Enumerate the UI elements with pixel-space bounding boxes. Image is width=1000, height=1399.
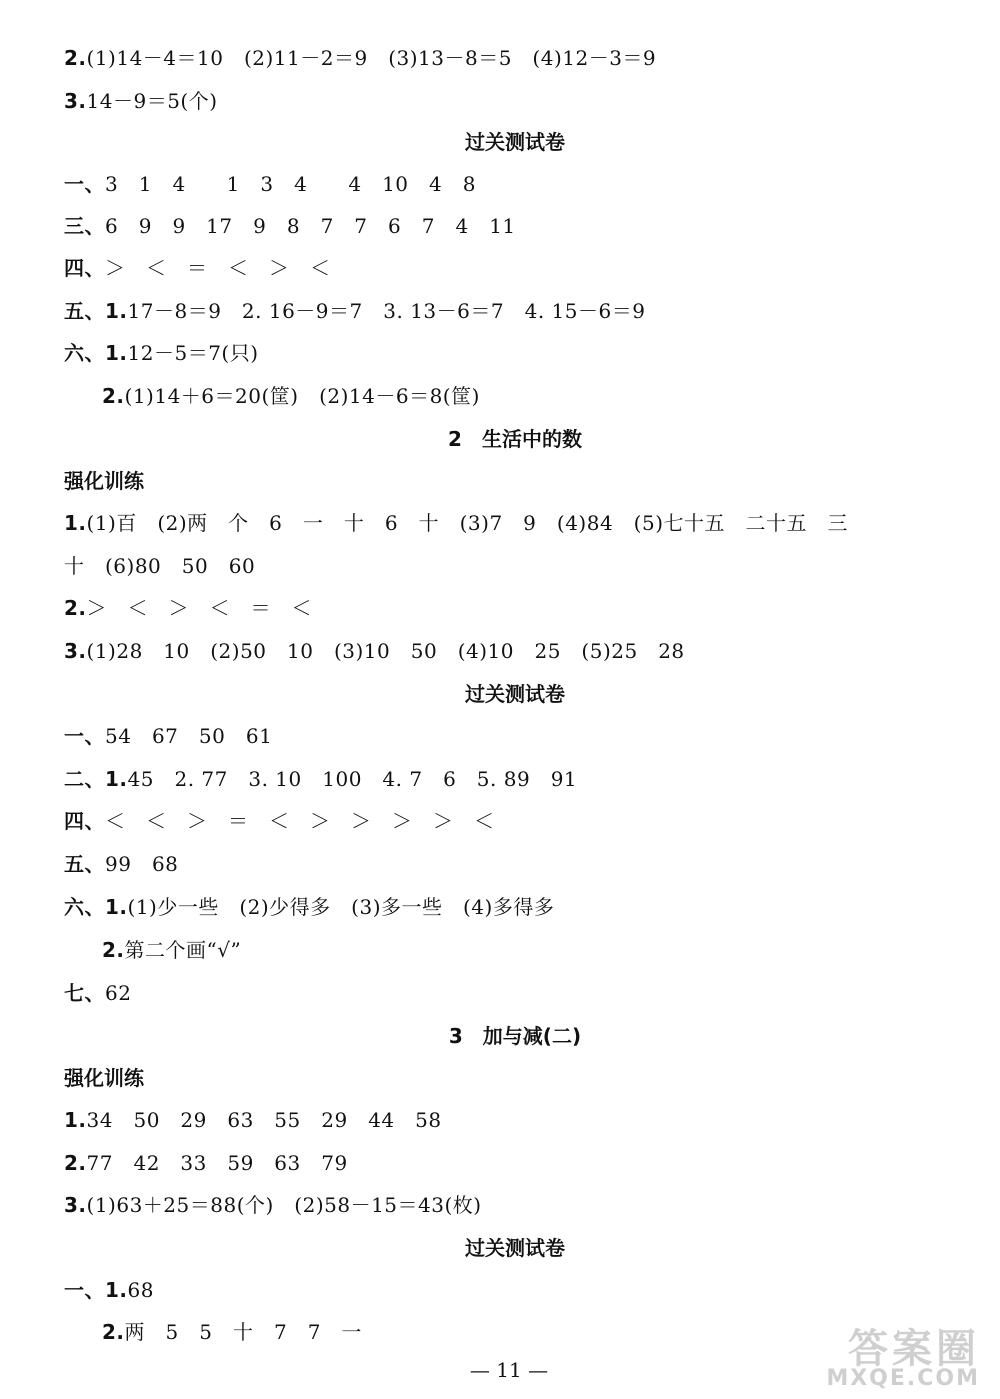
answer-text: 62 <box>105 981 132 1005</box>
question-number: 四、 <box>64 809 105 833</box>
answer-text: (1)百 (2)两 个 6 一 十 6 十 (3)7 9 (4)84 (5)七十五 二十五 三 <box>86 511 849 535</box>
question-number: 一、 <box>64 724 105 748</box>
subsection-heading: 强化训练 <box>64 469 144 493</box>
question-number: 六、1. <box>64 895 128 919</box>
watermark-url: MXQE.COM <box>826 1366 980 1391</box>
answer-line <box>64 339 259 367</box>
page-number: — 11 — <box>469 1358 549 1382</box>
answer-text: ＜ ＜ ＞ ＝ ＜ ＞ ＞ ＞ ＞ ＜ <box>105 809 495 833</box>
answer-line <box>64 44 656 72</box>
question-number: 2. <box>102 384 125 408</box>
answer-line <box>64 552 255 580</box>
answer-line <box>64 170 476 198</box>
answer-line <box>64 637 685 665</box>
answer-text: ＞ ＜ ＞ ＜ ＝ ＜ <box>86 596 313 620</box>
answer-line <box>64 509 848 537</box>
answer-line <box>64 1149 348 1177</box>
answer-line <box>64 1106 442 1134</box>
question-number: 三、 <box>64 214 105 238</box>
section-heading: 2 生活中的数 <box>448 427 582 451</box>
answer-text: 3 1 4 1 3 4 4 10 4 8 <box>105 172 476 196</box>
answer-text: 12－5＝7(只) <box>127 341 259 365</box>
answer-line <box>102 1318 362 1346</box>
answer-text: 十 (6)80 50 60 <box>64 554 256 578</box>
answer-line <box>64 850 178 878</box>
question-number: 六、1. <box>64 341 128 365</box>
watermark-text: 答案圈 <box>848 1326 980 1372</box>
answer-text: 第二个画“√” <box>124 938 242 962</box>
answer-line <box>64 807 495 835</box>
answer-text: 68 <box>127 1278 154 1302</box>
question-number: 一、 <box>64 172 105 196</box>
question-number: 2. <box>102 938 125 962</box>
answer-line <box>102 936 241 964</box>
subsection-heading: 强化训练 <box>64 1066 144 1090</box>
question-number: 2. <box>64 1151 87 1175</box>
answer-text: (1)14－4＝10 (2)11－2＝9 (3)13－8＝5 (4)12－3＝9 <box>86 46 657 70</box>
answer-line <box>64 979 131 1007</box>
question-number: 五、1. <box>64 299 128 323</box>
answer-text: ＞ ＜ ＝ ＜ ＞ ＜ <box>105 256 331 280</box>
question-number: 七、 <box>64 981 105 1005</box>
answer-line <box>64 212 516 240</box>
question-number: 3. <box>64 1193 87 1217</box>
answer-text: (1)63＋25＝88(个) (2)58－15＝43(枚) <box>86 1193 482 1217</box>
answer-text: (1)14＋6＝20(筐) (2)14－6＝8(筐) <box>124 384 480 408</box>
answer-line <box>64 594 312 622</box>
answer-text: 54 67 50 61 <box>105 724 273 748</box>
answer-line <box>64 1191 482 1219</box>
answer-line <box>64 87 218 115</box>
watermark-logo <box>820 1317 980 1391</box>
answer-line <box>102 382 480 410</box>
answer-line <box>64 297 645 325</box>
answer-line <box>64 722 272 750</box>
section-heading: 过关测试卷 <box>465 682 565 706</box>
section-heading: 过关测试卷 <box>465 130 565 154</box>
answer-text: (1)少一些 (2)少得多 (3)多一些 (4)多得多 <box>127 895 555 919</box>
answer-line <box>64 765 577 793</box>
answer-text: 17－8＝9 2. 16－9＝7 3. 13－6＝7 4. 15－6＝9 <box>127 299 646 323</box>
question-number: 3. <box>64 639 87 663</box>
section-heading: 过关测试卷 <box>465 1236 565 1260</box>
section-heading: 3 加与减(二) <box>448 1024 582 1048</box>
question-number: 2. <box>64 596 87 620</box>
answer-text: 77 42 33 59 63 79 <box>86 1151 348 1175</box>
answer-text: 6 9 9 17 9 8 7 7 6 7 4 11 <box>105 214 516 238</box>
answer-text: 99 68 <box>105 852 179 876</box>
question-number: 五、 <box>64 852 105 876</box>
question-number: 2. <box>102 1320 125 1344</box>
question-number: 一、1. <box>64 1278 128 1302</box>
question-number: 二、1. <box>64 767 128 791</box>
question-number: 3. <box>64 89 87 113</box>
answer-text: 14－9＝5(个) <box>86 89 218 113</box>
answer-line <box>64 893 554 921</box>
answer-line <box>64 254 331 282</box>
answer-text: 34 50 29 63 55 29 44 58 <box>86 1108 442 1132</box>
question-number: 四、 <box>64 256 105 280</box>
question-number: 1. <box>64 1108 87 1132</box>
answer-text: 两 5 5 十 7 7 一 <box>124 1320 362 1344</box>
question-number: 1. <box>64 511 87 535</box>
question-number: 2. <box>64 46 87 70</box>
answer-text: 45 2. 77 3. 10 100 4. 7 6 5. 89 91 <box>127 767 578 791</box>
answer-text: (1)28 10 (2)50 10 (3)10 50 (4)10 25 (5)25 28 <box>86 639 685 663</box>
answer-line <box>64 1276 154 1304</box>
